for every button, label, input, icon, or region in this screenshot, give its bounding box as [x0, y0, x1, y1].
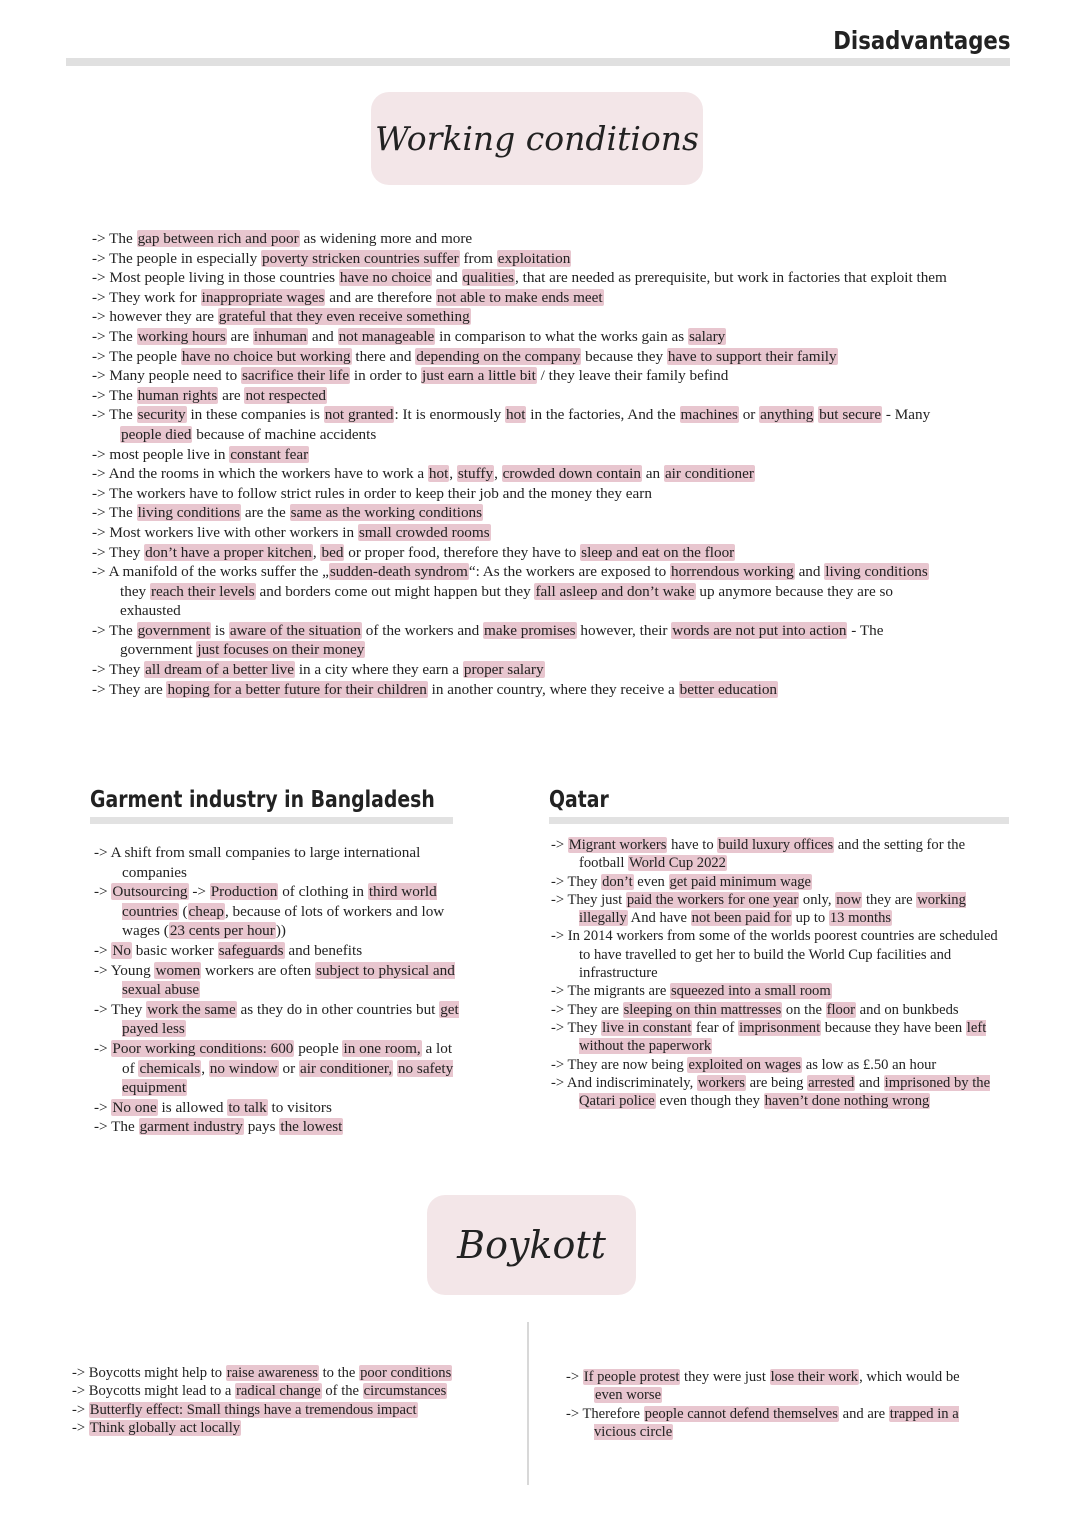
highlighted-text: get paid minimum wage [669, 873, 811, 890]
highlighted-text: salary [688, 327, 726, 345]
highlighted-text: Butterfly effect: Small things have a tremendous impact [89, 1401, 417, 1418]
highlighted-text: make promises [484, 621, 576, 639]
highlighted-text: small crowded rooms [358, 523, 490, 541]
highlighted-text: air conditioner [664, 465, 754, 483]
highlighted-text: not respected [245, 386, 326, 404]
highlighted-text: get payed less [122, 1000, 459, 1038]
highlighted-text: No [112, 941, 131, 959]
highlighted-text: not manageable [338, 327, 435, 345]
text-segment: , [201, 1059, 209, 1077]
list-item [566, 1368, 966, 1405]
highlighted-text: now [836, 891, 862, 908]
highlighted-text: sleeping on thin mattresses [623, 1001, 782, 1018]
boycott-pro-list [72, 1364, 512, 1437]
text-segment: even though they [655, 1093, 764, 1110]
text-segment: -> Many people need to [92, 367, 242, 385]
list-item [92, 288, 952, 308]
text-segment: -> [72, 1401, 89, 1418]
highlighted-text: not been paid for [691, 910, 791, 927]
text-segment: in the factories, And the [526, 406, 680, 424]
text-segment: ( [178, 902, 188, 920]
text-segment: and are therefore [325, 288, 436, 306]
text-segment: or proper food, therefore they have to [344, 543, 581, 561]
highlighted-text: Think globally act locally [89, 1419, 241, 1436]
list-item [92, 366, 952, 386]
highlighted-text: raise awareness [226, 1365, 318, 1381]
highlighted-text: radical change [236, 1383, 321, 1400]
list-item [94, 843, 466, 882]
highlighted-text: anything [760, 406, 814, 424]
highlighted-text: chemicals [139, 1059, 201, 1077]
highlighted-text: inhuman [253, 327, 308, 345]
text-segment: are the [241, 504, 290, 522]
boycott-title-box [427, 1195, 636, 1295]
list-item [94, 1098, 466, 1118]
highlighted-text: imprisonment [739, 1019, 821, 1036]
highlighted-text: have no choice but working [181, 347, 351, 365]
text-segment: -> The [92, 504, 137, 522]
highlighted-text: No one [112, 1098, 157, 1116]
text-segment: -> Most workers live with other workers in [92, 523, 358, 541]
highlighted-text: floor [826, 1001, 855, 1018]
qatar-heading: Qatar [549, 787, 609, 813]
highlighted-text: just focuses on their money [197, 641, 365, 659]
highlighted-text: Migrant workers [568, 837, 667, 853]
text-segment: as low as £.50 an hour [802, 1056, 937, 1073]
text-segment: basic worker [131, 941, 218, 959]
text-segment: : It is enormously [394, 406, 506, 424]
bangladesh-list [94, 843, 466, 1137]
text-segment: and [432, 269, 462, 287]
text-segment: And have [627, 910, 691, 927]
highlighted-text: the lowest [280, 1118, 343, 1136]
list-item [94, 1000, 466, 1039]
highlighted-text: have to support their family [667, 347, 837, 365]
qatar-list [551, 836, 1009, 1110]
text-segment: -> Young [94, 961, 155, 979]
text-segment: -> [94, 941, 112, 959]
text-segment: -> The [92, 230, 137, 247]
text-segment: -> however they are [92, 308, 218, 326]
highlighted-text: sudden-death syndrom [329, 563, 468, 581]
highlighted-text: work the same [147, 1000, 236, 1018]
highlighted-text: build luxury offices [718, 837, 834, 853]
text-segment: fear of [692, 1019, 739, 1036]
text-segment: -> Most people living in those countries [92, 269, 339, 287]
list-item [92, 523, 952, 543]
text-segment: up anymore because they are so exhausted [120, 582, 893, 620]
text-segment: of clothing in [278, 883, 368, 901]
list-item [92, 347, 952, 367]
highlighted-text: proper salary [463, 661, 544, 679]
text-segment: -> Therefore [566, 1405, 644, 1422]
highlighted-text: in one room, [343, 1039, 421, 1057]
list-item [92, 464, 952, 484]
text-segment: they are [862, 891, 917, 908]
list-item [92, 543, 952, 563]
text-segment: in these companies is [186, 406, 324, 424]
text-segment: -> Boycotts might lead to a [72, 1383, 236, 1400]
text-segment: and borders come out might happen but they [255, 582, 535, 600]
text-segment: - The government [120, 621, 884, 659]
text-segment: to the [318, 1365, 360, 1381]
list-item [92, 229, 952, 249]
top-divider [66, 58, 1010, 66]
highlighted-text: same as the working conditions [290, 504, 483, 522]
text-segment: in order to [350, 367, 421, 385]
page-heading: Disadvantages [832, 26, 1010, 55]
highlighted-text: working hours [137, 327, 226, 345]
highlighted-text: garment industry [139, 1118, 243, 1136]
text-segment: workers are often [201, 961, 316, 979]
list-item [92, 327, 952, 347]
highlighted-text: people died [121, 425, 192, 443]
text-segment: -> The [92, 386, 137, 404]
text-segment: of the workers and [362, 621, 484, 639]
list-item [551, 836, 1009, 873]
list-item [92, 503, 952, 523]
list-item [551, 982, 1009, 1000]
text-segment: in a city where they earn a [295, 661, 463, 679]
text-segment: -> The migrants are [551, 983, 670, 1000]
text-segment: , because of lots of workers and low wages ( [122, 902, 445, 940]
text-segment: as they do in other countries but [236, 1000, 440, 1018]
highlighted-text: Outsourcing [112, 883, 188, 901]
boycott-divider [527, 1322, 529, 1485]
highlighted-text: poor conditions [360, 1365, 452, 1381]
text-segment: in another country, where they receive a [427, 680, 679, 698]
text-segment: -> The [92, 327, 137, 345]
highlighted-text: squeezed into a small room [671, 983, 831, 1000]
text-segment: have to [667, 837, 718, 853]
highlighted-text: sleep and eat on the floor [581, 543, 735, 561]
highlighted-text: women [155, 961, 201, 979]
text-segment: -> most people live in [92, 445, 230, 463]
text-segment: or [278, 1059, 299, 1077]
list-item [92, 660, 952, 680]
text-segment: only, [799, 891, 836, 908]
text-segment: from [459, 249, 497, 267]
text-segment: -> The [94, 1118, 139, 1136]
text-segment: up to [791, 910, 829, 927]
highlighted-text: subject to physical and sexual abuse [122, 961, 455, 999]
list-item [92, 680, 952, 700]
boycott-title: Boykott [457, 1223, 606, 1267]
text-segment: -> Boycotts might help to [72, 1365, 226, 1381]
list-item [72, 1401, 512, 1419]
list-item [566, 1405, 966, 1442]
highlighted-text: fall asleep and don’t wake [535, 582, 695, 600]
text-segment: and the setting for the football [579, 837, 966, 872]
text-segment: -> The people [92, 347, 181, 365]
text-segment: -> They are [551, 1001, 623, 1018]
working-conditions-title-box [371, 92, 703, 185]
highlighted-text: just earn a little bit [421, 367, 536, 385]
text-segment: -> [72, 1419, 89, 1436]
list-item [551, 1074, 1009, 1111]
text-segment: , which would be [859, 1369, 960, 1385]
highlighted-text: haven’t done nothing wrong [764, 1093, 930, 1110]
text-segment: and [308, 327, 338, 345]
highlighted-text: hot [506, 406, 526, 424]
text-segment: however, their [576, 621, 672, 639]
highlighted-text: qualities [462, 269, 514, 287]
list-item [72, 1419, 512, 1437]
text-segment: is [211, 621, 229, 639]
text-segment: - Many [882, 406, 931, 424]
text-segment: of the [321, 1383, 363, 1400]
text-segment: or [738, 406, 760, 424]
text-segment: and are [838, 1405, 889, 1422]
text-segment: -> They [551, 1019, 602, 1036]
text-segment: -> [566, 1369, 583, 1385]
text-segment: “: As the workers are exposed to [468, 563, 671, 581]
highlighted-text: gap between rich and poor [137, 230, 299, 247]
highlighted-text: better education [679, 680, 778, 698]
text-segment: and [794, 563, 825, 581]
list-item [92, 405, 952, 444]
list-item [94, 1039, 466, 1098]
text-segment: -> A manifold of the works suffer the „ [92, 563, 329, 581]
highlighted-text: workers [697, 1074, 745, 1091]
list-item [94, 941, 466, 961]
highlighted-text: people cannot defend themselves [644, 1405, 838, 1422]
text-segment: -> They are now being [551, 1056, 688, 1073]
text-segment: and on bunkbeds [856, 1001, 959, 1018]
bangladesh-heading: Garment industry in Bangladesh [90, 787, 435, 813]
list-item [92, 249, 952, 269]
text-segment: -> And indiscriminately, [551, 1074, 697, 1091]
highlighted-text: arrested [808, 1074, 855, 1091]
highlighted-text: Poor working conditions: 600 [112, 1039, 294, 1057]
highlighted-text: poverty stricken countries suffer [261, 249, 459, 267]
highlighted-text: don’t [602, 873, 633, 890]
highlighted-text: paid the workers for one year [626, 891, 799, 908]
highlighted-text: depending on the company [416, 347, 581, 365]
highlighted-text: exploited on wages [688, 1056, 802, 1073]
text-segment: they [120, 582, 150, 600]
list-item [551, 891, 1009, 928]
highlighted-text: not granted [324, 406, 394, 424]
text-segment: -> [188, 883, 210, 901]
text-segment: )) [275, 922, 286, 940]
text-segment: -> In 2014 workers from some of the worlds poorest countries are scheduled to have travelled to get her to build the World Cup facilities and infrastructure [551, 928, 998, 982]
list-item [92, 268, 952, 288]
text-segment: are [226, 327, 253, 345]
list-item [92, 386, 952, 406]
text-segment: -> They [92, 543, 145, 561]
highlighted-text: words are not put into action [672, 621, 847, 639]
highlighted-text: machines [680, 406, 738, 424]
text-segment: is allowed [157, 1098, 228, 1116]
text-segment: , that are needed as prerequisite, but work in factories that exploit them [515, 269, 947, 287]
list-item [94, 961, 466, 1000]
highlighted-text: grateful that they even receive something [218, 308, 470, 326]
highlighted-text: imprisoned by the Qatari police [579, 1074, 991, 1110]
working-conditions-list [92, 229, 952, 699]
text-segment: as widening more and more [299, 230, 473, 247]
highlighted-text: sacrifice their life [242, 367, 350, 385]
highlighted-text: reach their levels [150, 582, 255, 600]
text-segment: they were just [680, 1369, 770, 1385]
highlighted-text: have no choice [339, 269, 431, 287]
text-segment: -> The people in especially [92, 249, 261, 267]
text-segment: because they have been [821, 1019, 966, 1036]
highlighted-text: third world countries [122, 883, 437, 920]
highlighted-text: World Cup 2022 [629, 855, 726, 872]
text-segment: -> They just [551, 891, 626, 908]
highlighted-text: all dream of a better live [145, 661, 295, 679]
highlighted-text: to talk [228, 1098, 267, 1116]
text-segment: are being [745, 1074, 808, 1091]
highlighted-text: government [137, 621, 211, 639]
highlighted-text: Production [210, 883, 278, 901]
highlighted-text: don’t have a proper kitchen [145, 543, 312, 561]
text-segment: -> A shift from small companies to large international companies [94, 844, 421, 881]
highlighted-text: live in constant [602, 1019, 692, 1036]
highlighted-text: security [137, 406, 186, 424]
text-segment: , [449, 465, 457, 483]
highlighted-text: exploitation [497, 249, 571, 267]
highlighted-text: no safety equipment [122, 1059, 454, 1097]
text-segment: because they [581, 347, 667, 365]
text-segment: people [294, 1039, 343, 1057]
text-segment: and benefits [284, 941, 363, 959]
highlighted-text: air conditioner, [299, 1059, 393, 1077]
list-item [551, 1001, 1009, 1019]
text-segment: pays [243, 1118, 280, 1136]
list-item [92, 562, 952, 621]
text-segment: -> And the rooms in which the workers have to work a [92, 465, 428, 483]
text-segment: , [494, 465, 502, 483]
text-segment: to visitors [267, 1098, 332, 1116]
highlighted-text: living conditions [137, 504, 241, 522]
highlighted-text: safeguards [218, 941, 284, 959]
text-segment: even [633, 873, 669, 890]
list-item [551, 1019, 1009, 1056]
list-item [72, 1364, 512, 1382]
list-item [92, 445, 952, 465]
highlighted-text: bed [321, 543, 344, 561]
highlighted-text: 23 cents per hour [169, 922, 275, 940]
text-segment: -> They [94, 1000, 147, 1018]
list-item [94, 882, 466, 941]
highlighted-text: not able to make ends meet [436, 288, 603, 306]
highlighted-text: even worse [595, 1387, 662, 1404]
list-item [551, 927, 1009, 982]
highlighted-text: no window [209, 1059, 278, 1077]
list-item [94, 1117, 466, 1137]
text-segment: -> [94, 1039, 112, 1057]
working-conditions-title: Working conditions [375, 119, 699, 158]
highlighted-text: trapped in a vicious circle [594, 1405, 959, 1440]
highlighted-text: inappropriate wages [201, 288, 325, 306]
highlighted-text: human rights [137, 386, 218, 404]
list-item [92, 307, 952, 327]
text-segment: in comparison to what the works gain as [435, 327, 688, 345]
text-segment: -> [94, 883, 112, 901]
highlighted-text: aware of the situation [229, 621, 361, 639]
text-segment: an [642, 465, 664, 483]
text-segment: -> They [551, 873, 602, 890]
bangladesh-rule [90, 817, 453, 824]
text-segment: because of machine accidents [192, 425, 377, 443]
highlighted-text: living conditions [825, 563, 928, 581]
list-item [551, 873, 1009, 891]
text-segment: -> They work for [92, 288, 201, 306]
text-segment: a lot of [122, 1039, 453, 1077]
text-segment: and [855, 1074, 884, 1091]
text-segment: -> They are [92, 680, 167, 698]
highlighted-text: cheap [188, 902, 224, 920]
text-segment: there and [351, 347, 416, 365]
highlighted-text: but secure [819, 406, 882, 424]
highlighted-text: stuffy [457, 465, 494, 483]
qatar-rule [549, 817, 1009, 824]
list-item [551, 1056, 1009, 1074]
highlighted-text: 13 months [829, 910, 892, 927]
text-segment: -> The workers have to follow strict rules in order to keep their job and the money they earn [92, 484, 652, 502]
text-segment: -> The [92, 406, 137, 424]
highlighted-text: If people protest [583, 1369, 680, 1385]
text-segment: , [312, 543, 321, 561]
highlighted-text: hot [428, 465, 449, 483]
list-item [92, 621, 952, 660]
highlighted-text: crowded down contain [502, 465, 641, 483]
list-item [92, 484, 952, 504]
highlighted-text: left without the paperwork [579, 1019, 987, 1055]
text-segment: on the [782, 1001, 826, 1018]
text-segment: -> The [92, 621, 137, 639]
text-segment: -> They [92, 661, 145, 679]
highlighted-text: circumstances [363, 1383, 447, 1400]
boycott-contra-list [566, 1368, 966, 1441]
highlighted-text: horrendous working [671, 563, 794, 581]
text-segment: -> [94, 1098, 112, 1116]
highlighted-text: hoping for a better future for their children [167, 680, 427, 698]
highlighted-text: working illegally [579, 891, 966, 927]
text-segment: are [218, 386, 245, 404]
text-segment: -> [551, 837, 568, 853]
highlighted-text: constant fear [230, 445, 309, 463]
text-segment: / they leave their family befind [536, 367, 729, 385]
highlighted-text: lose their work [770, 1369, 859, 1385]
list-item [72, 1382, 512, 1400]
